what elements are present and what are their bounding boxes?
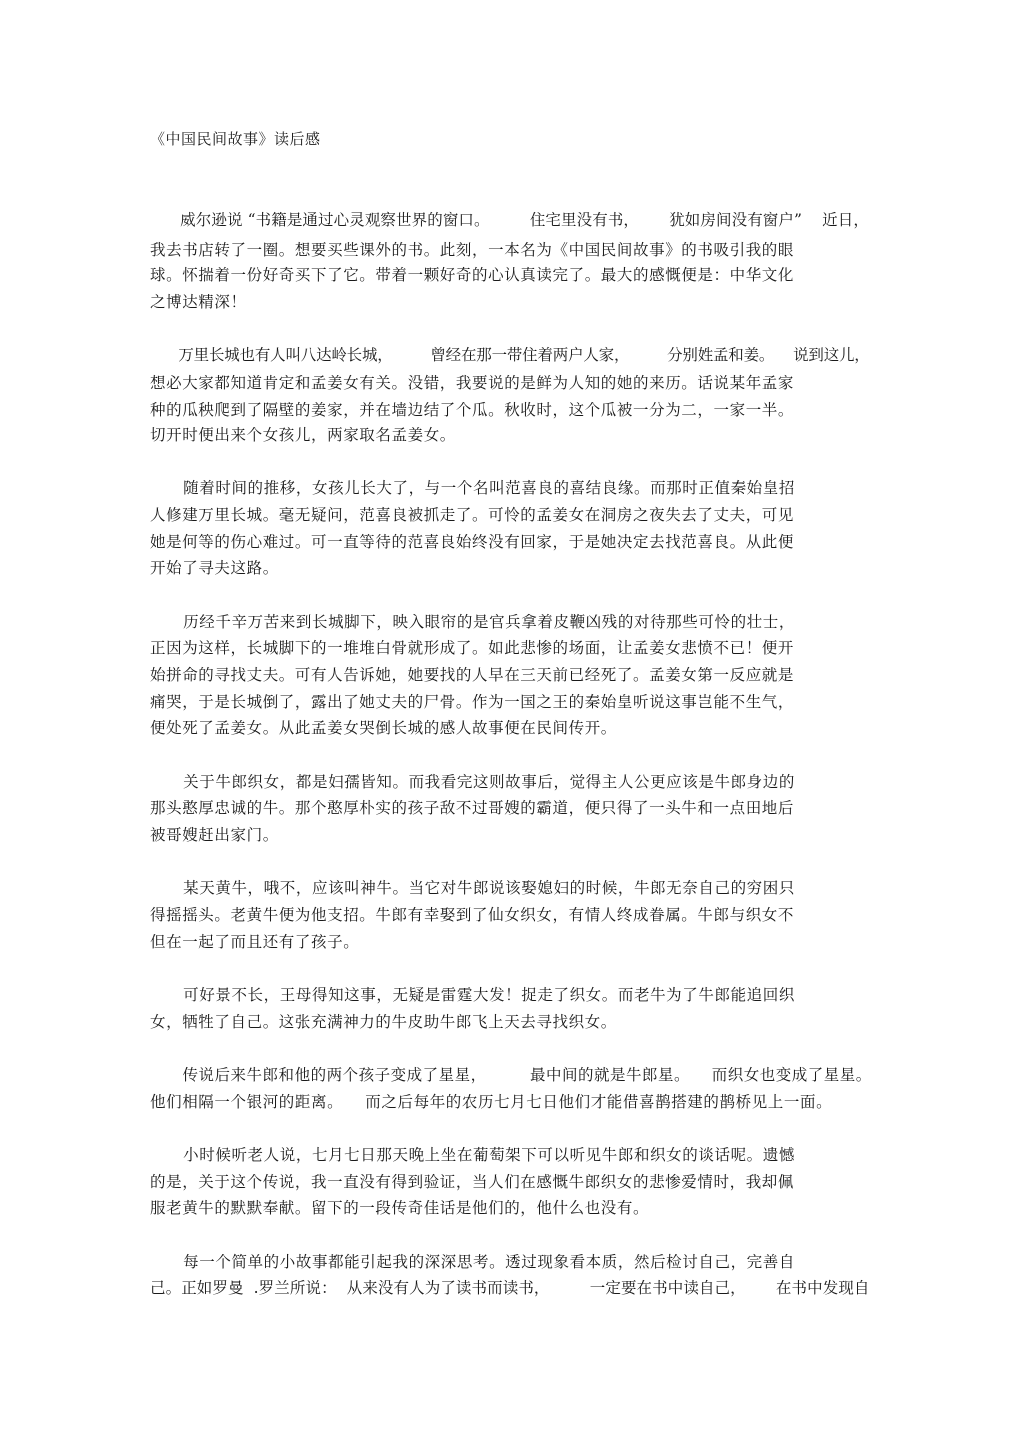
paragraph-line: 那头憨厚忠诚的牛。那个憨厚朴实的孩子敌不过哥嫂的霸道，便只得了一头牛和一点田地后	[150, 799, 795, 817]
paragraph-line: 痛哭，于是长城倒了，露出了她丈夫的尸骨。作为一国之王的秦始皇听说这事岂能不生气，	[150, 693, 795, 711]
paragraph-line: 我去书店转了一圈。想要买些课外的书。此刻，一本名为《中国民间故事》的书吸引我的眼	[150, 241, 795, 259]
paragraph-line: 但在一起了而且还有了孩子。	[150, 933, 360, 951]
document-title: 《中国民间故事》读后感	[150, 130, 321, 148]
paragraph-line: 女，牺牲了自己。这张充满神力的牛皮助牛郎飞上天去寻找织女。	[150, 1013, 617, 1031]
paragraph-line: 种的瓜秧爬到了隔壁的姜家，并在墙边结了个瓜。秋收时，这个瓜被一分为二，一家一半。	[150, 401, 795, 419]
paragraph-line: 正因为这样，长城脚下的一堆堆白骨就形成了。如此悲惨的场面，让孟姜女悲愤不已！便开	[150, 639, 795, 657]
paragraph-line: 想必大家都知道肯定和孟姜女有关。没错，我要说的是鲜为人知的她的来历。话说某年孟家	[150, 374, 795, 392]
paragraph-line: 之博达精深！	[150, 293, 247, 311]
paragraph-line: 切开时便出来个女孩儿，两家取名孟姜女。	[150, 426, 456, 444]
paragraph-line: 己。正如罗曼 .罗兰所说： 从来没有人为了读书而读书， 一定要在书中读自己， 在书中发现自	[150, 1279, 870, 1297]
paragraph-line: 传说后来牛郎和他的两个孩子变成了星星， 最中间的就是牛郎星。 而织女也变成了星星。	[150, 1066, 872, 1084]
paragraph-line: 可好景不长，王母得知这事，无疑是雷霆大发！捉走了织女。而老牛为了牛郎能追回织	[150, 986, 795, 1004]
paragraph-line: 球。怀揣着一份好奇买下了它。带着一颗好奇的心认真读完了。最大的感慨便是：中华文化	[150, 266, 795, 284]
paragraph-line: 始拼命的寻找丈夫。可有人告诉她，她要找的人早在三天前已经死了。孟姜女第一反应就是	[150, 666, 795, 684]
paragraph-line: 开始了寻夫这路。	[150, 559, 279, 577]
paragraph-line: 每一个简单的小故事都能引起我的深深思考。透过现象看本质，然后检讨自己，完善自	[150, 1253, 795, 1271]
paragraph-line: 小时候听老人说，七月七日那天晚上坐在葡萄架下可以听见牛郎和织女的谈话呢。遗憾	[150, 1146, 795, 1164]
paragraph-line: 得摇摇头。老黄牛便为他支招。牛郎有幸娶到了仙女织女，有情人终成眷属。牛郎与织女不	[150, 906, 795, 924]
paragraph-line: 服老黄牛的默默奉献。留下的一段传奇佳话是他们的，他什么也没有。	[150, 1199, 650, 1217]
paragraph-line: 他们相隔一个银河的距离。 而之后每年的农历七月七日他们才能借喜鹊搭建的鹊桥见上一面。	[150, 1093, 833, 1111]
paragraph-line: 的是，关于这个传说，我一直没有得到验证，当人们在感慨牛郎织女的悲惨爱情时，我却佩	[150, 1173, 795, 1191]
paragraph-line: 便处死了孟姜女。从此孟姜女哭倒长城的感人故事便在民间传开。	[150, 719, 617, 737]
paragraph-line: 万里长城也有人叫八达岭长城， 曾经在那一带住着两户人家， 分别姓孟和姜。 说到这儿，	[150, 346, 870, 364]
paragraph-line: 随着时间的推移，女孩儿长大了，与一个名叫范喜良的喜结良缘。而那时正值秦始皇招	[150, 479, 795, 497]
paragraph-line: 历经千辛万苦来到长城脚下，映入眼帘的是官兵拿着皮鞭凶残的对待那些可怜的壮士，	[150, 613, 795, 631]
paragraph-line: 她是何等的伤心难过。可一直等待的范喜良始终没有回家，于是她决定去找范喜良。从此便	[150, 533, 795, 551]
paragraph-line: 某天黄牛，哦不，应该叫神牛。当它对牛郎说该娶媳妇的时候，牛郎无奈自己的穷困只	[150, 879, 795, 897]
paragraph-line: 被哥嫂赶出家门。	[150, 826, 279, 844]
paragraph-line: 威尔逊说 “书籍是通过心灵观察世界的窗口。 住宅里没有书， 犹如房间没有窗户” 近日，	[150, 211, 869, 229]
paragraph-line: 关于牛郎织女，都是妇孺皆知。而我看完这则故事后，觉得主人公更应该是牛郎身边的	[150, 773, 795, 791]
paragraph-line: 人修建万里长城。毫无疑问，范喜良被抓走了。可怜的孟姜女在洞房之夜失去了丈夫，可见	[150, 506, 795, 524]
